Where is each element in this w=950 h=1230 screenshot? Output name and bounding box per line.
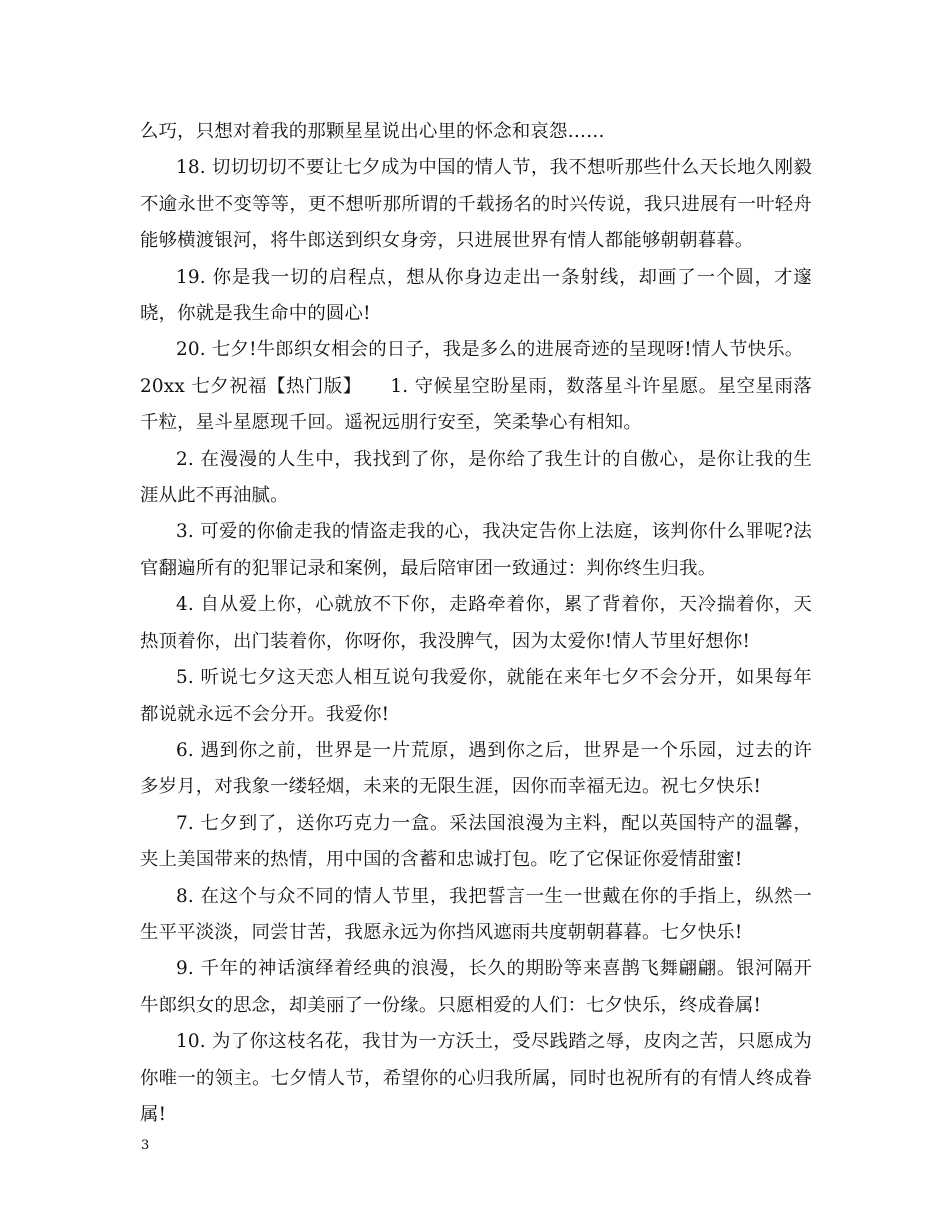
paragraph-item-5: 5. 听说七夕这天恋人相互说句我爱你，就能在来年七夕不会分开，如果每年都说就永远不会分开。我爱你! — [140, 667, 812, 725]
paragraph-item-2: 2. 在漫漫的人生中，我找到了你，是你给了我生计的自傲心，是你让我的生涯从此不再油腻。 — [140, 448, 812, 507]
paragraph-item-19: 19. 你是我一切的启程点，想从你身边走出一条射线，却画了一个圆，才邃晓，你就是我生命中的圆心! — [140, 266, 812, 325]
paragraph-item-6: 6. 遇到你之前，世界是一片荒原，遇到你之后，世界是一个乐园，过去的许多岁月，对我象一缕轻烟，未来的无限生涯，因你而幸福无边。祝七夕快乐! — [140, 739, 812, 798]
paragraph-item-18: 18. 切切切切不要让七夕成为中国的情人节，我不想听那些什么天长地久刚毅不逾永世不变等等，更不想听那所谓的千载扬名的时兴传说，我只进展有一叶轻舟能够横渡银河，将牛郎送到织女身旁，只进展世界有情人都能够朝朝暮暮。 — [140, 157, 812, 252]
paragraph-section-heading: 20xx 七夕祝福【热门版】 1. 守候星空盼星雨，数落星斗许星愿。星空星雨落千粒，星斗星愿现千回。遥祝远朋行安至，笑柔挚心有相知。 — [140, 375, 812, 434]
paragraph-item-9: 9. 千年的神话演绎着经典的浪漫，长久的期盼等来喜鹊飞舞翩翩。银河隔开牛郎织女的思念，却美丽了一份缘。只愿相爱的人们：七夕快乐，终成眷属! — [140, 958, 812, 1016]
paragraph-item-8: 8. 在这个与众不同的情人节里，我把誓言一生一世戴在你的手指上，纵然一生平平淡淡，同尝甘苦，我愿永远为你挡风遮雨共度朝朝暮暮。七夕快乐! — [140, 885, 812, 943]
page-number: 3 — [141, 1138, 150, 1153]
paragraph-item-4: 4. 自从爱上你，心就放不下你，走路牵着你，累了背着你，天冷揣着你，天热顶着你，出门装着你，你呀你，我没脾气，因为太爱你!情人节里好想你! — [140, 594, 812, 652]
paragraph-item-7: 7. 七夕到了，送你巧克力一盒。采法国浪漫为主料，配以英国特产的温馨，夹上美国带来的热情，用中国的含蓄和忠诚打包。吃了它保证你爱情甜蜜! — [140, 812, 812, 871]
body-text — [140, 114, 812, 1133]
paragraph-item-3: 3. 可爱的你偷走我的情盗走我的心，我决定告你上法庭，该判你什么罪呢?法官翻遍所有的犯罪记录和案例，最后陪审团一致通过：判你终生归我。 — [140, 521, 812, 579]
paragraph-item-20: 20. 七夕!牛郎织女相会的日子，我是多么的进展奇迹的呈现呀!情人节快乐。 — [176, 339, 804, 361]
paragraph-continuation: 么巧，只想对着我的那颗星星说出心里的怀念和哀怨…… — [140, 121, 605, 142]
paragraph-item-10: 10. 为了你这枝名花，我甘为一方沃土，受尽践踏之辱，皮肉之苦，只愿成为你唯一的领主。七夕情人节，希望你的心归我所属，同时也祝所有的有情人终成眷属! — [140, 1031, 812, 1125]
